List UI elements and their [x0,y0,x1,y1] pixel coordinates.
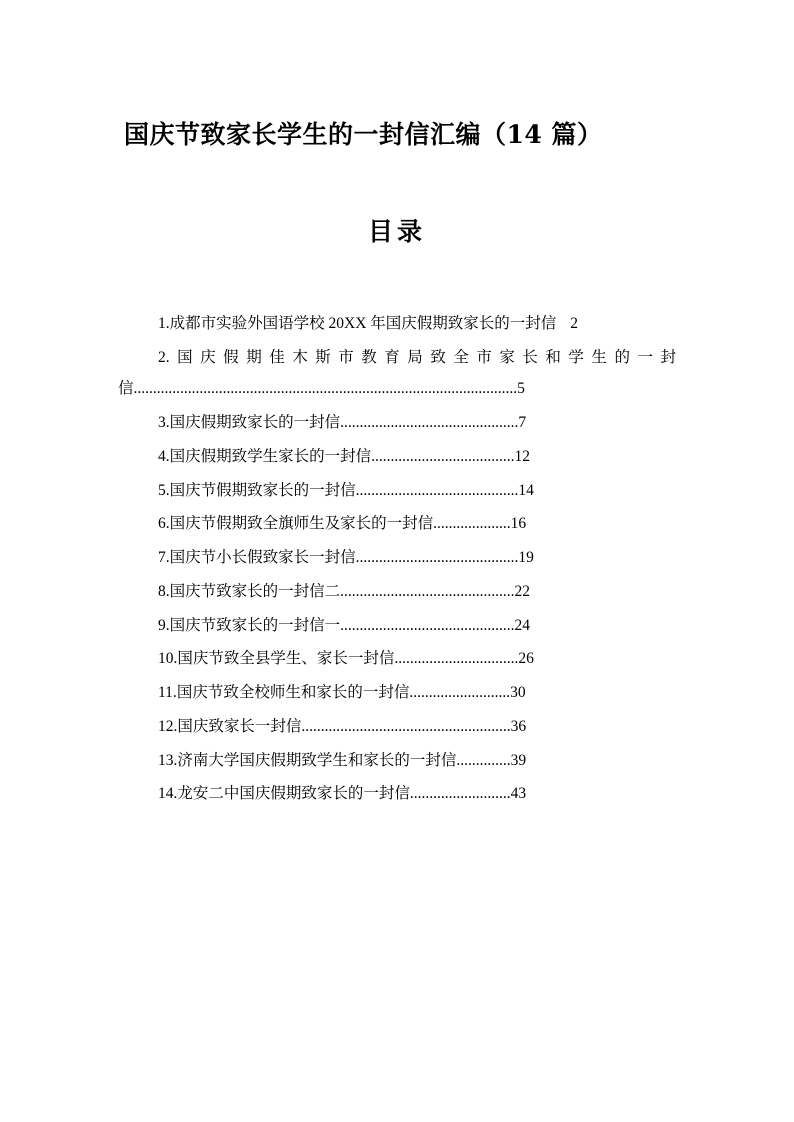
toc-entry-number: 13. [158,751,178,769]
toc-entry[interactable] [118,441,676,473]
toc-entry-page: 19 [518,549,534,567]
toc-entry-leader: .............................................. [340,414,519,432]
toc-entry-number: 10. [158,650,178,668]
toc-entry-title: 国庆节致全县学生、家长一封信 [177,650,395,668]
toc-entry-number: 1. [158,314,170,332]
toc-entry-leader: .......................... [409,785,511,803]
toc-entry-title: 龙安二中国庆假期致家长的一封信 [177,785,410,803]
toc-entry-title: 国庆节致家长的一封信一 [169,616,341,634]
toc-entry[interactable] [118,745,676,777]
toc-entry-number: 3. [158,414,170,432]
toc-entry-title: 国庆致家长一封信 [177,717,302,735]
toc-entry[interactable] [118,643,676,675]
toc-entry-number: 5. [158,481,170,499]
toc-entry-title: 国庆假期佳木斯市教育局致全市家长和学生的一封信 [118,348,676,398]
toc-entry[interactable] [118,342,676,406]
toc-entry-leader: ............................................. [340,616,515,634]
toc-entry-leader: ..................................... [371,447,515,465]
table-of-contents [118,308,676,810]
toc-entry-leader: ................................ [394,650,519,668]
toc-entry-leader: .............. [456,751,511,769]
toc-entry-page: 30 [510,684,526,702]
toc-entry[interactable] [118,407,676,439]
toc-entry[interactable] [118,711,676,743]
toc-entry-number: 7. [158,549,170,567]
toc-entry-page: 36 [510,717,527,735]
toc-entry-title: 国庆假期致家长的一封信 [169,414,341,432]
toc-entry[interactable] [118,508,676,540]
toc-entry[interactable] [118,610,676,642]
toc-entry-leader: ...................................................... [301,717,511,735]
toc-entry-title: 国庆节假期致家长的一封信 [169,481,356,499]
toc-heading: 目录 [367,216,426,246]
toc-entry-page: 26 [518,650,534,668]
toc-entry-leader: .......................... [409,684,511,702]
toc-entry-page: 24 [514,616,531,634]
toc-entry-leader: .................... [433,515,511,533]
toc-entry-number: 6. [158,515,170,533]
toc-entry-number: 12. [158,717,178,735]
toc-entry-page: 2 [570,314,579,332]
toc-entry-title: 国庆节致家长的一封信二 [169,582,341,600]
toc-entry-page: 14 [518,481,534,499]
toc-entry[interactable] [118,308,676,340]
toc-entry-title: 成都市实验外国语学校 20XX 年国庆假期致家长的一封信 [169,314,557,332]
toc-entry-number: 8. [158,582,170,600]
toc-entry-leader: ............................................. [340,582,515,600]
toc-entry-number: 9. [158,616,170,634]
toc-entry-leader: .......................................... [355,481,519,499]
toc-entry-number: 14. [158,785,178,803]
toc-entry[interactable] [118,542,676,574]
toc-entry-title: 济南大学国庆假期致学生和家长的一封信 [177,751,457,769]
toc-entry[interactable] [118,475,676,507]
toc-entry-number: 11. [158,684,177,702]
toc-entry-title: 国庆节小长假致家长一封信 [169,549,356,567]
toc-entry-leader: ................................................................................................... [133,380,518,398]
toc-entry-number: 2. [158,348,170,366]
toc-entry-page: 39 [510,751,527,769]
toc-entry-page: 12 [514,447,531,465]
toc-entry[interactable] [118,576,676,608]
toc-entry[interactable] [118,778,676,810]
toc-entry-page: 43 [510,785,527,803]
toc-entry-page: 16 [510,515,527,533]
page-title: 国庆节致家长学生的一封信汇编（14 篇） [124,120,603,149]
toc-entry-leader: .......................................... [355,549,519,567]
toc-entry-page: 22 [514,582,531,600]
toc-entry-number: 4. [158,447,170,465]
toc-entry-title: 国庆节致全校师生和家长的一封信 [176,684,410,702]
toc-entry-page: 7 [518,414,527,432]
toc-entry-page: 5 [517,380,525,398]
toc-entry[interactable] [118,677,676,709]
toc-entry-title: 国庆假期致学生家长的一封信 [169,447,372,465]
toc-entry-title: 国庆节假期致全旗师生及家长的一封信 [169,515,434,533]
